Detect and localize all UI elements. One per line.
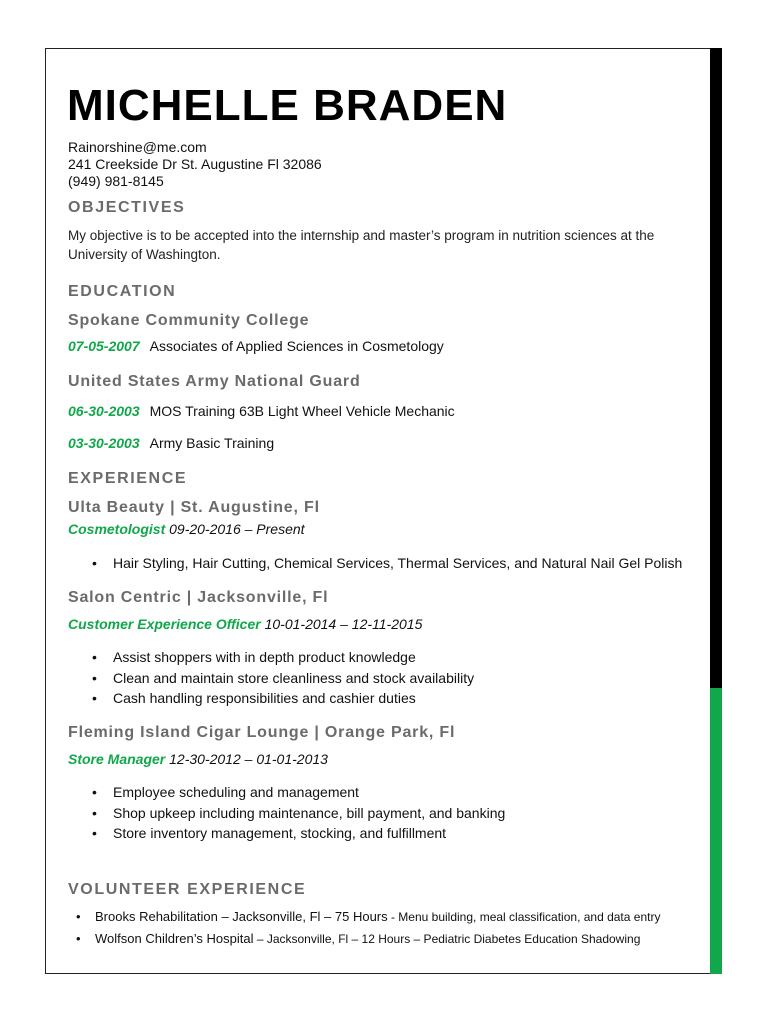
education-desc: Associates of Applied Sciences in Cosmetology — [149, 338, 444, 354]
bullet-icon: • — [92, 669, 97, 686]
education-desc: Army Basic Training — [149, 435, 275, 451]
education-date: 06-30-2003 — [68, 403, 140, 419]
list-item: • Employee scheduling and management — [92, 782, 505, 803]
job-role: Cosmetologist — [68, 521, 166, 537]
side-bar-green — [710, 688, 722, 974]
list-item: • Brooks Rehabilitation – Jacksonville, Fl – 75 Hours - Menu building, meal classification, and data entry — [76, 906, 660, 928]
job-title: Salon Centric | Jacksonville, Fl — [68, 589, 329, 606]
education-entry — [68, 403, 455, 419]
education-desc: MOS Training 63B Light Wheel Vehicle Mechanic — [149, 403, 455, 419]
list-item: • Store inventory management, stocking, and fulfillment — [92, 823, 505, 844]
education-date: 03-30-2003 — [68, 435, 140, 451]
list-item: • Assist shoppers with in depth product knowledge — [92, 647, 474, 668]
job-dates: 10-01-2014 – 12-11-2015 — [264, 616, 423, 632]
job-bullets — [92, 782, 505, 844]
list-item: • Cash handling responsibilities and cashier duties — [92, 688, 474, 709]
experience-heading: EXPERIENCE — [68, 470, 188, 487]
bullet-icon: • — [92, 649, 97, 665]
job-title: Ulta Beauty | St. Augustine, Fl — [68, 499, 320, 516]
volunteer-list — [76, 906, 660, 950]
list-item: • Hair Styling, Hair Cutting, Chemical Services, Thermal Services, and Natural Nail Gel Polish — [92, 553, 682, 574]
bullet-icon: • — [92, 784, 97, 800]
job-dates: 09-20-2016 – Present — [169, 521, 305, 537]
job-role-line — [68, 751, 328, 767]
list-item: • Shop upkeep including maintenance, bill payment, and banking — [92, 803, 505, 824]
job-bullets — [92, 553, 682, 574]
job-role: Store Manager — [68, 751, 166, 767]
volunteer-heading: VOLUNTEER EXPERIENCE — [68, 881, 307, 898]
contact-email[interactable]: Rainorshine@me.com — [68, 139, 207, 155]
education-heading: EDUCATION — [68, 283, 177, 300]
objectives-text: My objective is to be accepted into the internship and master’s program in nutrition sciences at the University of Washington. — [68, 228, 655, 262]
job-bullets — [92, 647, 474, 709]
contact-phone: (949) 981-8145 — [68, 173, 164, 189]
candidate-name: MICHELLE BRADEN — [67, 81, 508, 130]
job-role-line — [68, 616, 422, 632]
job-title: Fleming Island Cigar Lounge | Orange Park, Fl — [68, 724, 456, 741]
contact-block — [68, 139, 322, 190]
job-dates: 12-30-2012 – 01-01-2013 — [169, 751, 328, 767]
bullet-icon: • — [92, 825, 97, 841]
side-bar-black — [710, 48, 722, 688]
objectives-heading: OBJECTIVES — [68, 199, 186, 216]
contact-address: 241 Creekside Dr St. Augustine Fl 32086 — [68, 156, 322, 172]
bullet-icon: • — [92, 804, 97, 821]
education-entry — [68, 435, 274, 451]
school-name: Spokane Community College — [68, 312, 310, 329]
bullet-icon: • — [76, 931, 81, 946]
bullet-icon: • — [92, 555, 97, 571]
bullet-icon: • — [76, 909, 81, 924]
education-entry — [68, 338, 444, 354]
job-role: Customer Experience Officer — [68, 616, 261, 632]
education-date: 07-05-2007 — [68, 338, 140, 354]
job-role-line — [68, 521, 305, 537]
list-item: • Wolfson Children’s Hospital – Jacksonville, Fl – 12 Hours – Pediatric Diabetes Education Shadowing — [76, 928, 660, 950]
list-item: • Clean and maintain store cleanliness and stock availability — [92, 668, 474, 689]
bullet-icon: • — [92, 690, 97, 706]
school-name: United States Army National Guard — [68, 373, 361, 390]
